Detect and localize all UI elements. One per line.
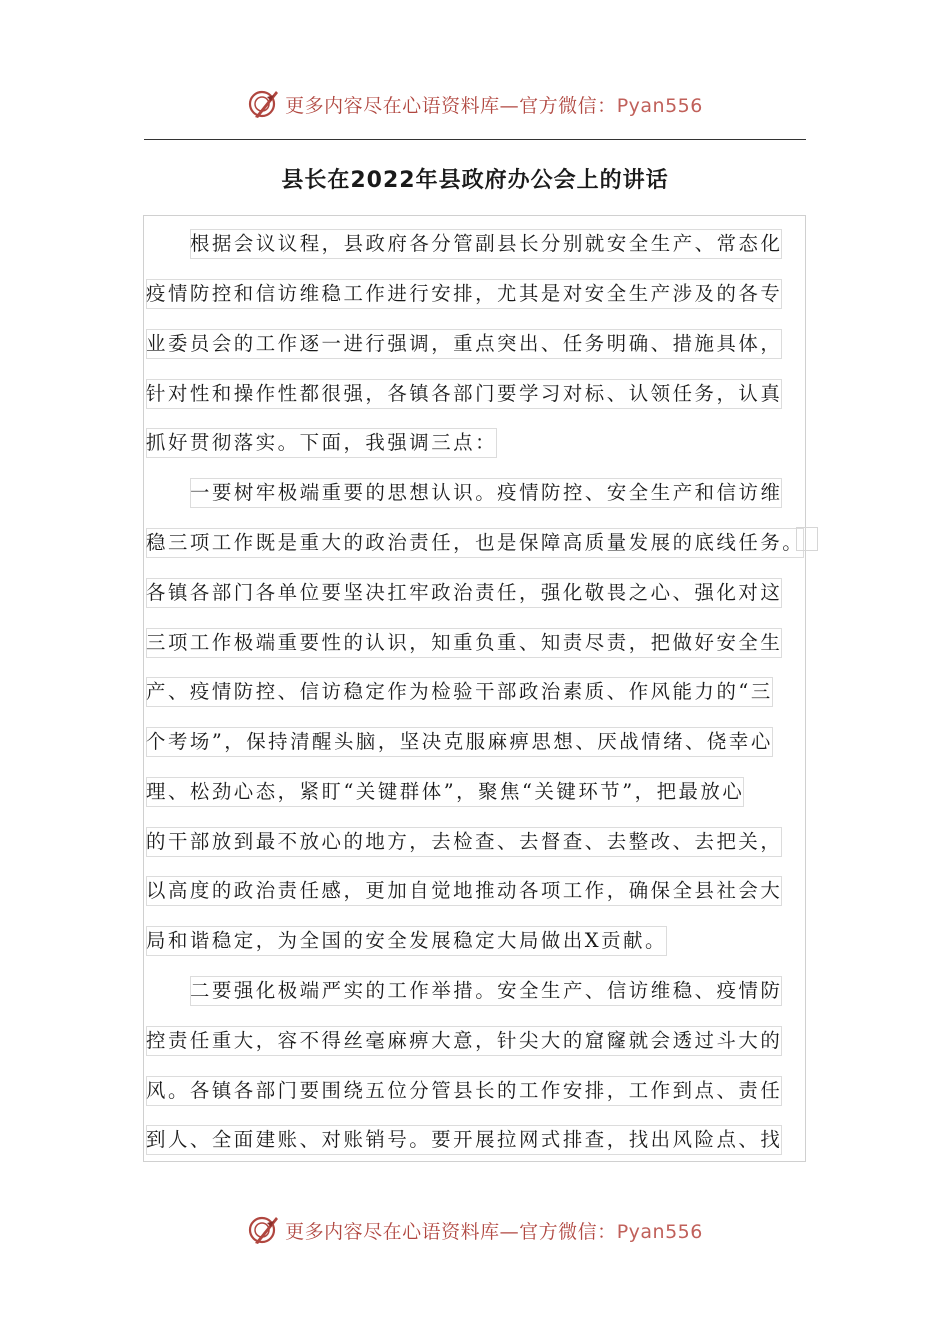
header-dash: — (499, 94, 520, 117)
footer-banner (0, 1210, 950, 1250)
text-line: 各镇各部门各单位要坚决扛牢政治责任，强化敬畏之心、强化对这 (146, 578, 782, 608)
header-brand-text (285, 91, 703, 118)
text-line: 三项工作极端重要性的认识，知重负重、知责尽责，把做好安全生 (146, 628, 782, 658)
text-line: 抓好贯彻落实。下面，我强调三点： (146, 428, 497, 458)
text-line: 二要强化极端严实的工作举措。安全生产、信访维稳、疫情防 (190, 976, 782, 1006)
header-banner (0, 84, 950, 124)
document-title: 县长在2022年县政府办公会上的讲话 (281, 168, 669, 193)
text-line: 风。各镇各部门要围绕五位分管县长的工作安排，工作到点、责任 (146, 1076, 782, 1106)
header-brand: 更多内容尽在心语资料库 (285, 94, 500, 117)
feather-pen-logo-icon (247, 87, 281, 121)
text-line: 的干部放到最不放心的地方，去检查、去督查、去整改、去把关， (146, 827, 782, 857)
text-line: 产、疫情防控、信访稳定作为检验干部政治素质、作风能力的“三 (146, 677, 773, 707)
text-line: 控责任重大，容不得丝毫麻痹大意，针尖大的窟窿就会透过斗大的 (146, 1026, 782, 1056)
text-line: 局和谐稳定，为全国的安全发展稳定大局做出X贡献。 (146, 926, 667, 956)
text-line: 针对性和操作性都很强，各镇各部门要学习对标、认领任务，认真 (146, 379, 782, 409)
text-line: 理、松劲心态，紧盯“关键群体”，聚焦“关键环节”，把最放心 (146, 777, 744, 807)
text-line: 稳三项工作既是重大的政治责任，也是保障高质量发展的底线任务。 (146, 528, 804, 558)
feather-pen-logo-icon (247, 1213, 281, 1247)
text-line: 个考场”，保持清醒头脑，坚决克服麻痹思想、厌战情绪、侥幸心 (146, 727, 773, 757)
text-line: 以高度的政治责任感，更加自觉地推动各项工作，确保全县社会大 (146, 876, 782, 906)
text-line: 一要树牢极端重要的思想认识。疫情防控、安全生产和信访维 (190, 478, 782, 508)
text-line: 疫情防控和信访维稳工作进行安排，尤其是对安全生产涉及的各专 (146, 279, 782, 309)
text-line: 业委员会的工作逐一进行强调，重点突出、任务明确、措施具体， (146, 329, 782, 359)
text-line: 根据会议议程，县政府各分管副县长分别就安全生产、常态化 (190, 229, 782, 259)
header-divider (144, 139, 806, 140)
header-wechat-label: 官方微信： (519, 94, 617, 117)
footer-brand-text (285, 1217, 703, 1244)
footer-wechat-id: Pyan556 (616, 1220, 703, 1243)
footer-dash: — (499, 1220, 520, 1243)
footer-wechat-label: 官方微信： (519, 1220, 617, 1243)
text-line: 到人、全面建账、对账销号。要开展拉网式排查，找出风险点、找 (146, 1125, 782, 1155)
overflow-marker (796, 527, 818, 551)
footer-brand: 更多内容尽在心语资料库 (285, 1220, 500, 1243)
header-wechat-id: Pyan556 (616, 94, 703, 117)
